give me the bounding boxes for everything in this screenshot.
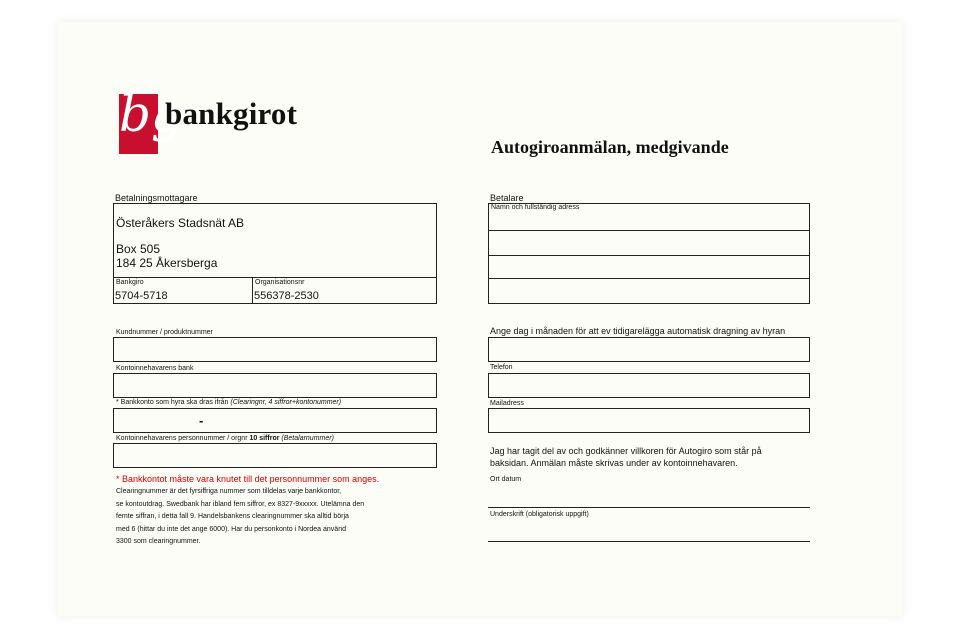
bank-label: Kontoinnehavarens bank — [116, 365, 194, 372]
payee-name: Österåkers Stadsnät AB — [116, 216, 245, 230]
payer-address-line-2 — [488, 255, 810, 256]
bankgiro-label: Bankgiro — [116, 279, 144, 286]
form-title: Autogiroanmälan, medgivande — [491, 137, 729, 157]
place-date-label: Ort datum — [490, 476, 522, 483]
account-separator: - — [199, 413, 204, 428]
clearing-info-line: med 6 (hittar du inte det ange 6000). Har du personkonto i Nordea använd — [116, 525, 346, 533]
customer-number-field[interactable] — [113, 337, 437, 362]
email-field[interactable] — [488, 408, 810, 433]
place-date-line[interactable] — [488, 507, 810, 508]
signature-line[interactable] — [488, 541, 810, 542]
clearing-info-line: Clearingnummer är det fyrsiffriga nummer som tilldelas varje bankkontor, — [116, 488, 342, 495]
phone-label: Telefon — [490, 364, 513, 371]
logo-letters: bg — [119, 85, 184, 143]
bankgiro-value: 5704-5718 — [115, 290, 168, 302]
account-label: * Bankkonto som hyra ska dras ifrån (Clearingnr, 4 siffror+kontonummer) — [116, 399, 342, 406]
phone-field[interactable] — [488, 373, 810, 398]
payer-address-line-3 — [488, 278, 810, 279]
payer-address-box[interactable] — [488, 203, 810, 304]
personal-number-label: Kontoinnehavarens personnummer / orgnr 10 siffror (Betalarnummer) — [116, 435, 334, 442]
email-label: Mailadress — [490, 400, 524, 407]
customer-number-label: Kundnummer / produktnummer — [116, 329, 213, 336]
clearing-info — [116, 486, 436, 549]
clearing-info-line: femte siffran, i detta fall 9. Handelsbankens clearingnummer ska alltid börja — [116, 513, 349, 520]
payee-column-divider — [252, 277, 253, 304]
signature-label: Underskrift (obligatorisk uppgift) — [490, 511, 589, 518]
day-label: Ange dag i månaden för att ev tidigarelägga automatisk dragning av hyran — [490, 326, 786, 336]
consent-text: Jag har tagit del av och godkänner villkoren för Autogiro som står på baksidan. Anmälan måste skrivas under av kontoinnehavaren. — [490, 446, 762, 468]
clearing-info-line: se kontoutdrag. Swedbank har ibland fem siffror, ex 8327-9xxxxx. Utelämna den — [116, 500, 365, 508]
payee-section-label: Betalningsmottagare — [115, 193, 198, 203]
clearing-info-line: 3300 som clearingnummer. — [116, 538, 201, 545]
payee-divider — [113, 277, 437, 278]
payee-address-line1: Box 505 — [116, 242, 161, 256]
account-warning: * Bankkontot måste vara knutet till det personnummer som anges. — [116, 474, 380, 484]
payer-address-line-1 — [488, 230, 810, 231]
payee-address-line2: 184 25 Åkersberga — [116, 256, 218, 270]
payer-section-label: Betalare — [490, 193, 524, 203]
payer-address-label: Namn och fullständig adress — [491, 204, 580, 211]
bank-field[interactable] — [113, 373, 437, 398]
orgnr-label: Organisationsnr — [255, 279, 305, 286]
bankgirot-logo — [119, 85, 184, 154]
personal-number-field[interactable] — [113, 443, 437, 468]
orgnr-value: 556378-2530 — [254, 290, 319, 302]
day-field[interactable] — [488, 337, 810, 362]
brand-name: bankgirot — [165, 96, 298, 131]
account-number-field[interactable] — [113, 408, 437, 433]
